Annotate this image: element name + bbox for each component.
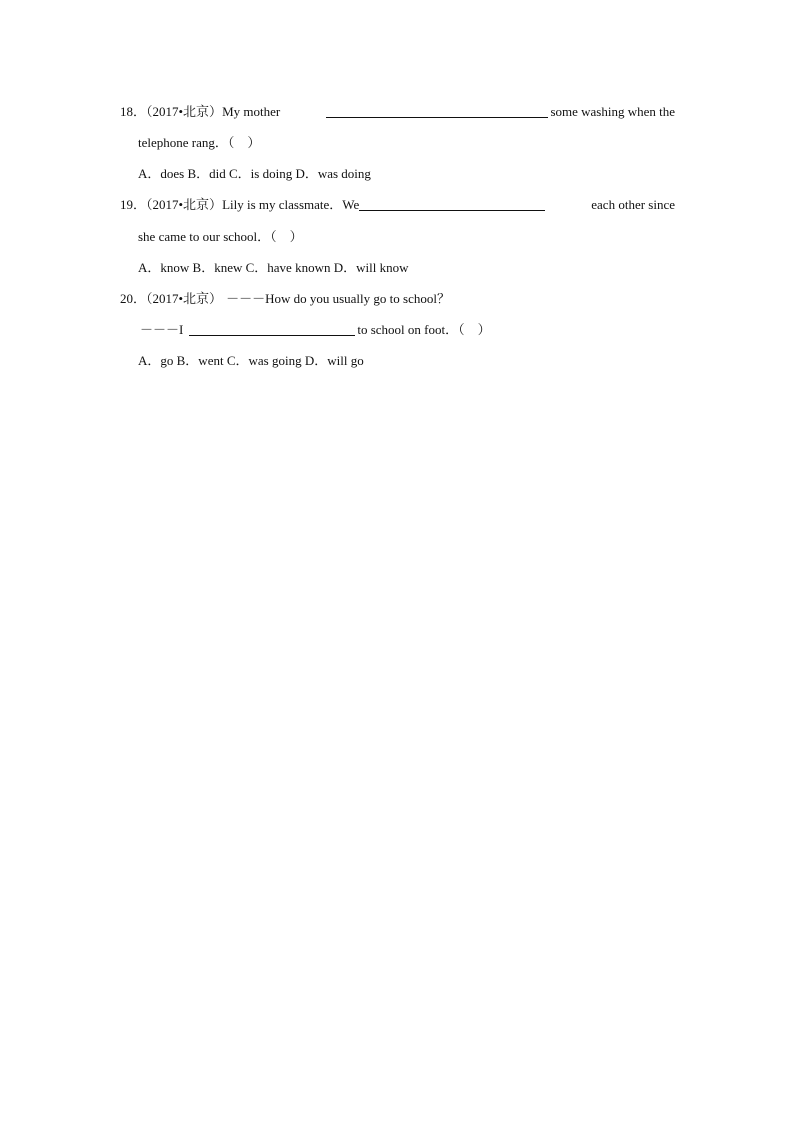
question-19-text-after: each other since <box>591 197 675 212</box>
question-20-text: －－－How do you usually go to school？ <box>226 291 450 306</box>
question-19-number: 19 <box>120 197 133 212</box>
question-18-stem <box>120 103 675 121</box>
question-18-text-after: some washing when the <box>550 104 675 119</box>
question-18-stem-line2: telephone rang．（ ） <box>138 135 261 150</box>
question-20-options: A．go B．went C．was going D．will go <box>138 353 364 368</box>
question-20-source: ．（2017•北京） <box>133 291 223 306</box>
question-20-answer-blank[interactable] <box>189 323 355 336</box>
question-18-answer-blank[interactable] <box>326 105 548 118</box>
question-18-number: 18 <box>120 104 133 119</box>
question-19-text-before: Lily is my classmate．We <box>222 197 360 212</box>
question-18-source: ．（2017•北京） <box>133 104 223 119</box>
question-20-stem <box>120 290 450 308</box>
question-20-number: 20 <box>120 291 133 306</box>
question-20-reply-after: to school on foot．（ ） <box>357 322 491 337</box>
question-18-options: A．does B．did C．is doing D．was doing <box>138 166 371 181</box>
question-19-source: ．（2017•北京） <box>133 197 223 212</box>
question-19-stem <box>120 196 675 214</box>
question-19-stem-line2: she came to our school．（ ） <box>138 229 303 244</box>
question-19-options: A．know B．knew C．have known D．will know <box>138 260 409 275</box>
question-20-reply-before: －－－I <box>140 322 184 337</box>
question-19-answer-blank[interactable] <box>359 198 545 211</box>
question-18-text-before: My mother <box>222 104 281 119</box>
question-20-reply <box>140 321 491 339</box>
